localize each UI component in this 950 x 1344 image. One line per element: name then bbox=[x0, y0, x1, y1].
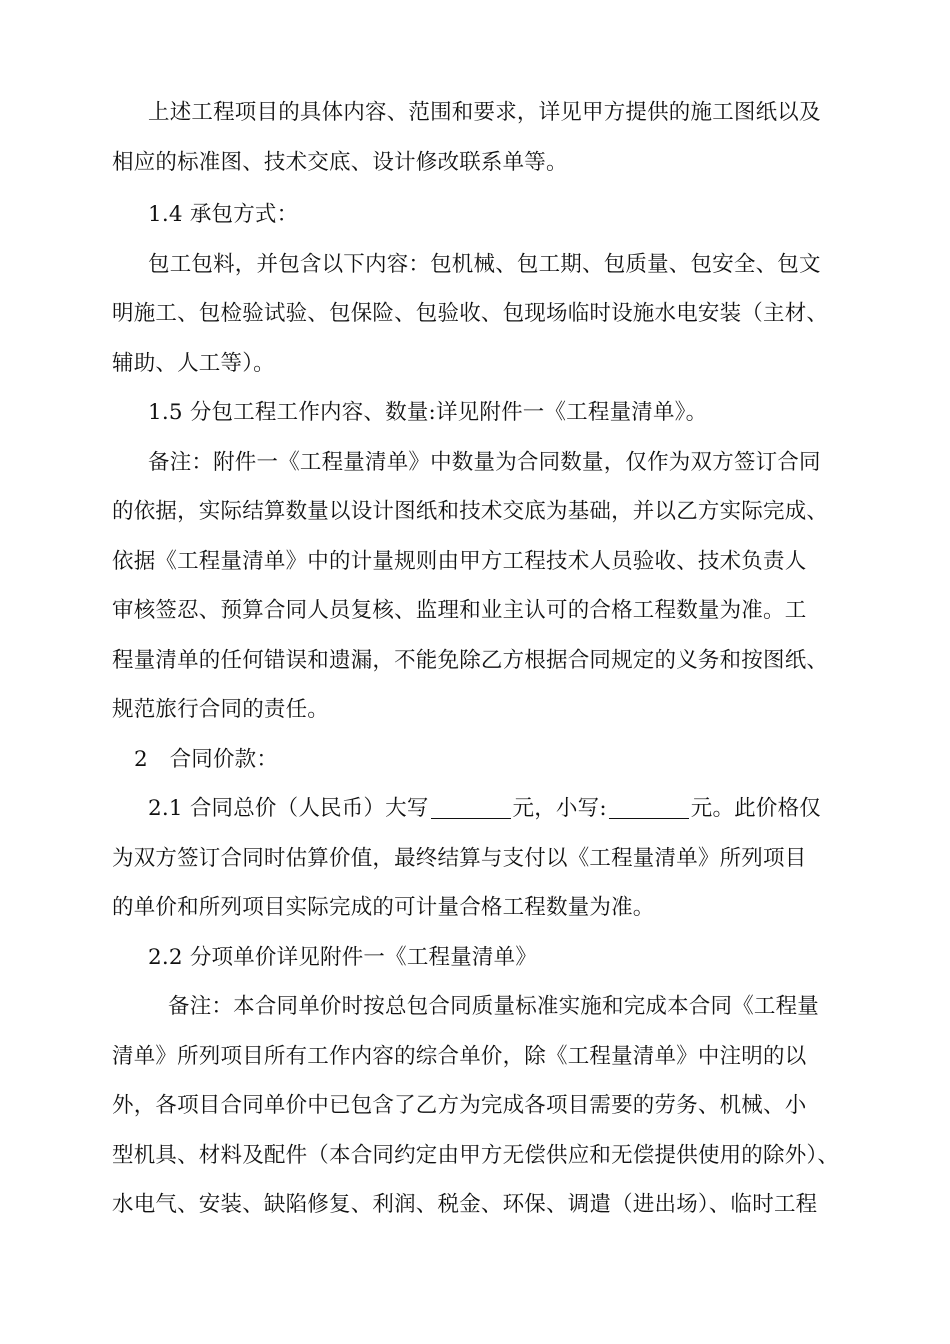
section-2-2-note-line-5: 水电气、安装、缺陷修复、利润、税金、环保、调遣（进出场）、临时工程 bbox=[112, 1192, 818, 1217]
section-1-4-heading: 1.4 承包方式： bbox=[148, 202, 299, 227]
section-1-5-note-line-4: 审核签忍、预算合同人员复核、监理和业主认可的合格工程数量为准。工 bbox=[112, 598, 807, 623]
section-2-1-line-2: 为双方签订合同时估算价值，最终结算与支付以《工程量清单》所列项目 bbox=[112, 845, 807, 871]
amount-uppercase-blank bbox=[431, 792, 511, 819]
section-1-5-note-line-2: 的依据，实际结算数量以设计图纸和技术交底为基础，并以乙方实际完成、 bbox=[112, 499, 829, 524]
section-2-heading: 2 合同价款： bbox=[134, 746, 279, 772]
section-2-2-note-line-2: 清单》所列项目所有工作内容的综合单价，除《工程量清单》中注明的以 bbox=[112, 1043, 807, 1069]
section-1-4-line-1: 包工包料，并包含以下内容：包机械、包工期、包质量、包安全、包文 bbox=[148, 251, 821, 277]
section-1-4-line-3: 辅助、人工等）。 bbox=[112, 350, 275, 376]
amount-numeric-blank bbox=[609, 792, 689, 819]
section-2-2-note-line-3: 外，各项目合同单价中已包含了乙方为完成各项目需要的劳务、机械、小 bbox=[112, 1093, 807, 1118]
document-body bbox=[112, 88, 842, 1230]
section-1-4-line-2: 明施工、包检验试验、包保险、包验收、包现场临时设施水电安装（主材、 bbox=[112, 301, 829, 326]
section-2-1-unit-1: 元，小写: bbox=[512, 796, 607, 821]
section-1-5-note-line-6: 规范旅行合同的责任。 bbox=[112, 697, 330, 722]
section-2-1-line-3: 的单价和所列项目实际完成的可计量合格工程数量为准。 bbox=[112, 895, 655, 920]
scope-paragraph-line-1: 上述工程项目的具体内容、范围和要求，详见甲方提供的施工图纸以及 bbox=[148, 100, 821, 125]
section-1-5-note-line-3: 依据《工程量清单》中的计量规则由甲方工程技术人员验收、技术负责人 bbox=[112, 548, 807, 574]
section-2-1-line-1 bbox=[112, 784, 842, 834]
section-2-1-prefix: 2.1 合同总价（人民币）大写 bbox=[148, 796, 429, 821]
section-2-1-unit-2: 元。此价格仅 bbox=[690, 796, 821, 821]
section-1-5-heading: 1.5 分包工程工作内容、数量:详见附件一《工程量清单》。 bbox=[148, 400, 708, 425]
section-1-5-note-line-1: 备注：附件一《工程量清单》中数量为合同数量，仅作为双方签订合同 bbox=[148, 449, 821, 475]
scope-paragraph-line-2: 相应的标准图、技术交底、设计修改联系单等。 bbox=[112, 149, 568, 175]
section-1-5-note-line-5: 程量清单的任何错误和遗漏，不能免除乙方根据合同规定的义务和按图纸、 bbox=[112, 647, 829, 673]
section-2-2-note-line-1: 备注：本合同单价时按总包合同质量标准实施和完成本合同《工程量 bbox=[168, 994, 820, 1019]
section-2-2-note-line-4: 型机具、材料及配件（本合同约定由甲方无偿供应和无偿提供使用的除外）、 bbox=[112, 1142, 840, 1168]
section-2-2-heading: 2.2 分项单价详见附件一《工程量清单》 bbox=[148, 944, 538, 970]
